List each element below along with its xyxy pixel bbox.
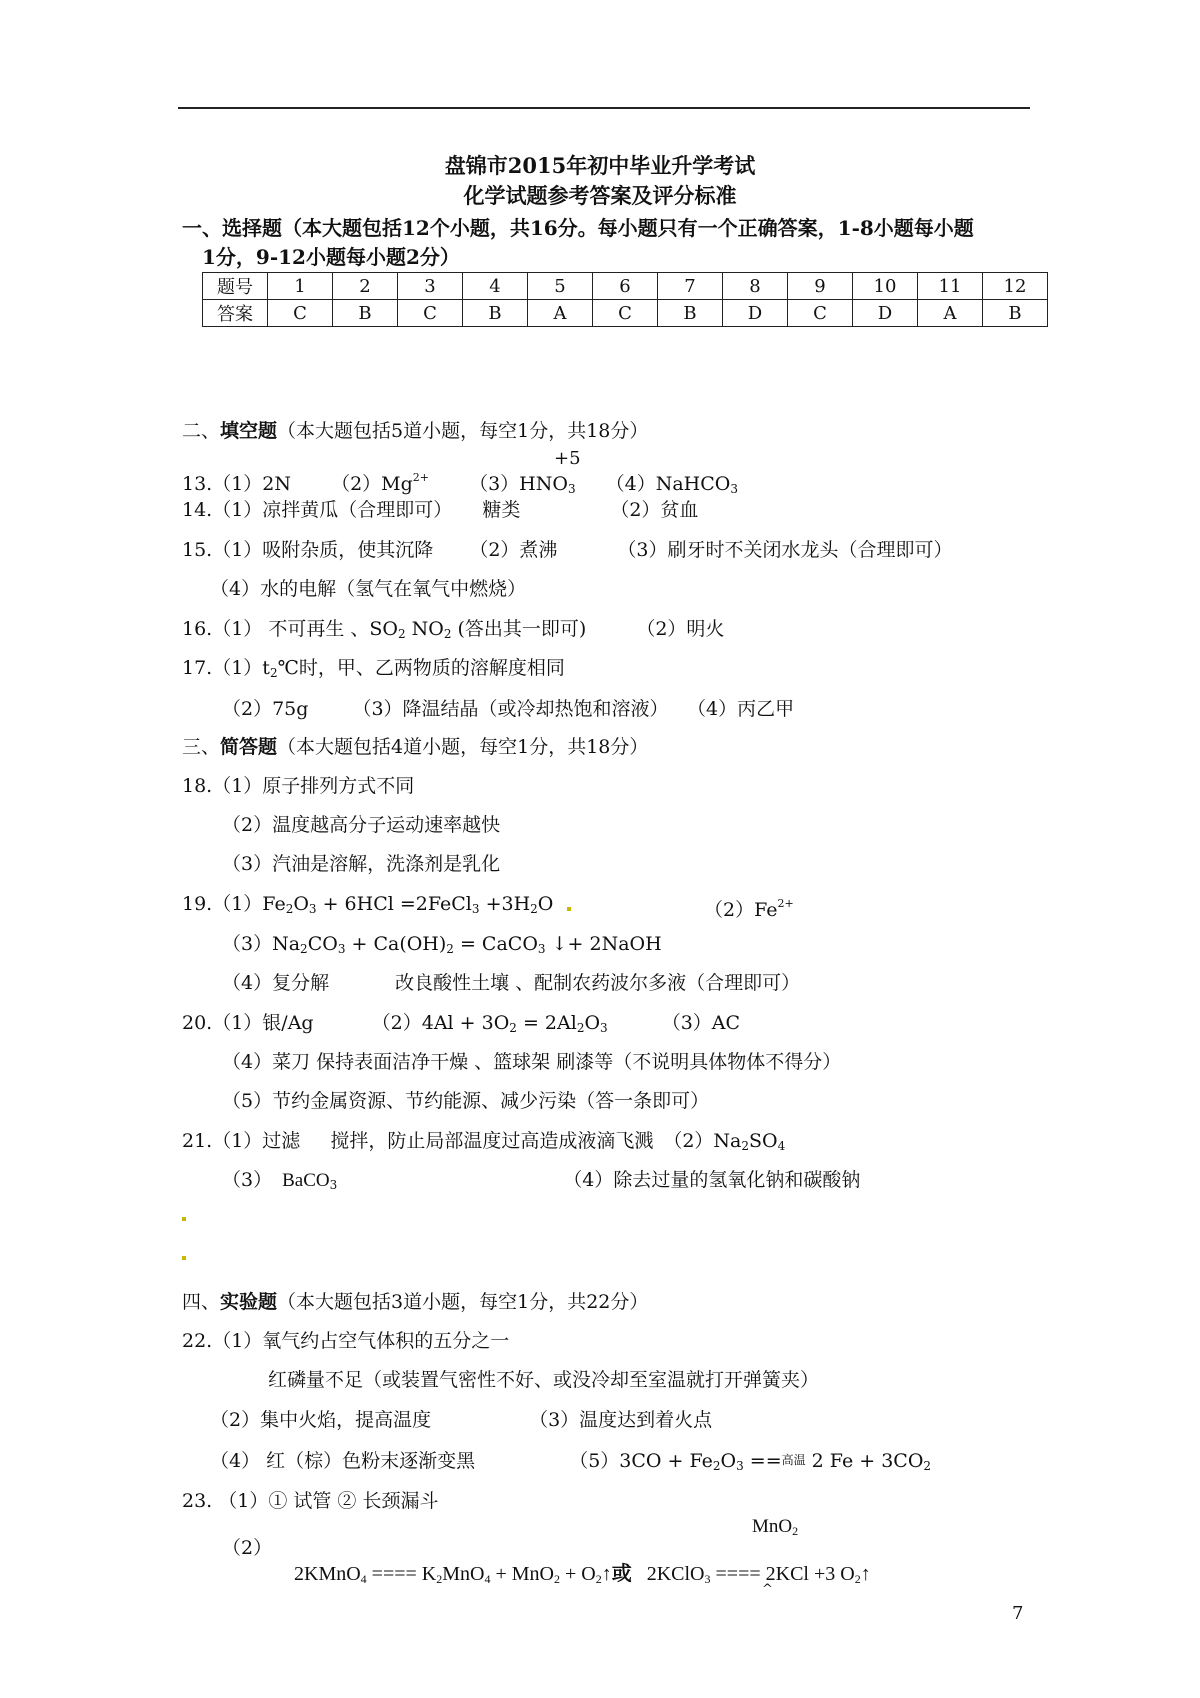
q21-part1: 21.（1）过滤 搅拌，防止局部温度过高造成液滴飞溅 $(2)Na_2SO_4$ [182, 1130, 786, 1153]
q22-part1-cont: 红磷量不足（或装置气密性不好、或没冷却至室温就打开弹簧夹） [268, 1369, 820, 1391]
table-cell: 5 [528, 273, 593, 300]
q18-part1: 18.（1）原子排列方式不同 [182, 775, 415, 797]
top-rule [178, 107, 1030, 109]
q15: 15.（1）吸附杂质，使其沉降 （2）煮沸 （3）刷牙时不关闭水龙头（合理即可） [182, 539, 953, 561]
section2-heading: 二、填空题（本大题包括5道小题，每空1分，共18分） [182, 420, 649, 442]
table-cell: B [333, 300, 398, 327]
table-cell: 4 [463, 273, 528, 300]
table-cell: B [658, 300, 723, 327]
q22-part1: 22.（1）氧气约占空气体积的五分之一 [182, 1330, 510, 1352]
table-row [203, 300, 1048, 327]
table-cell: C [593, 300, 658, 327]
page-number: 7 [1012, 1603, 1024, 1624]
q15-part4: （4）水的电解（氢气在氧气中燃烧） [210, 578, 527, 600]
exam-subtitle: 化学试题参考答案及评分标准 [463, 183, 737, 208]
q16: 16.（1） 不可再生 、$SO_2$ $NO_2$ (答出其一即可) （2）明火 [182, 618, 725, 641]
table-cell: 1 [268, 273, 333, 300]
table-cell: 12 [983, 273, 1048, 300]
table-cell: C [788, 300, 853, 327]
q19-part3: $(3)Na_2CO_3 + Ca(OH)_2$ = CaCO$_3$ ↓+ 2NaOH [222, 933, 662, 956]
table-cell: 11 [918, 273, 983, 300]
table-cell: 答案 [203, 300, 268, 327]
table-cell: B [463, 300, 528, 327]
section1-heading: 一、选择题（本大题包括12个小题，共16分。每小题只有一个正确答案，1-8小题每小题 [182, 216, 974, 240]
table-cell: 2 [333, 273, 398, 300]
q20-part1: 20.（1）银/Ag $(2)4Al + 3O_2 = 2Al_2O_3$ （3）AC [182, 1012, 741, 1035]
q19-part2: $(2)Fe^{2+}$ [704, 897, 794, 921]
table-cell: 6 [593, 273, 658, 300]
table-cell: B [983, 300, 1048, 327]
q22-part4: （4） 红（棕）色粉末逐渐变黑 $(5)3CO + Fe_2O_3$ ==高温 2 $Fe + 3CO_2$ [210, 1450, 932, 1473]
table-cell: 9 [788, 273, 853, 300]
stray-mark [182, 1256, 186, 1260]
exam-title: 盘锦市2015年初中毕业升学考试 [444, 153, 756, 178]
q19-part1: $19.(1)Fe_2O_3 + 6HCl$ =2FeCl$_3$ $+3H_2O$ [182, 893, 554, 916]
q20-part5: （5）节约金属资源、节约能源、减少污染（答一条即可） [222, 1090, 710, 1112]
table-cell: 10 [853, 273, 918, 300]
q22-part2: （2）集中火焰，提高温度 （3）温度达到着火点 [210, 1409, 713, 1431]
q21-part3: （3） BaCO$_3$ （4）除去过量的氢氧化钠和碳酸钠 [222, 1169, 861, 1192]
table-cell: 题号 [203, 273, 268, 300]
q18-part3: （3）汽油是溶解，洗涤剂是乳化 [222, 853, 501, 875]
stray-mark [182, 1217, 186, 1221]
table-cell: C [268, 300, 333, 327]
q20-part4: （4）菜刀 保持表面洁净干燥 、篮球架 刷漆等（不说明具体物体不得分） [222, 1051, 842, 1073]
table-cell: 3 [398, 273, 463, 300]
table-cell: A [528, 300, 593, 327]
q23-part2-label: （2） [222, 1537, 273, 1559]
q17-cont: （2）75g （3）降温结晶（或冷却热饱和溶液） （4）丙乙甲 [222, 698, 795, 720]
table-row [203, 273, 1048, 300]
table-cell: 7 [658, 273, 723, 300]
catalyst-label: MnO$_2$ [752, 1516, 799, 1538]
q23-equation: 2KMnO$_4$ ==== $K_2MnO_4 + MnO_2$ + $O_2↑$或 2KClO$_3$ ==== 2KCl +3 $O_2↑$ [294, 1563, 871, 1586]
stray-mark [567, 907, 571, 911]
table-cell: D [853, 300, 918, 327]
q14: 14.（1）凉拌黄瓜（合理即可） 糖类 （2）贫血 [182, 499, 699, 521]
table-cell: 8 [723, 273, 788, 300]
section3-heading: 三、简答题（本大题包括4道小题，每空1分，共18分） [182, 736, 649, 758]
q13: 13.（1）2N $(2)Mg^{2+}$ $(3)HNO_3$ （4）NaHCO$_3$ [182, 471, 738, 496]
q23-part1: 23. （1）① 试管 ② 长颈漏斗 [182, 1490, 439, 1512]
table-cell: C [398, 300, 463, 327]
q18-part2: （2）温度越高分子运动速率越快 [222, 814, 501, 836]
answer-table [202, 272, 1048, 327]
section4-heading: 四、实验题（本大题包括3道小题，每空1分，共22分） [182, 1291, 649, 1313]
q19-part4: （4）复分解 改良酸性土壤 、配制农药波尔多液（合理即可） [222, 972, 801, 994]
table-cell: A [918, 300, 983, 327]
table-cell: D [723, 300, 788, 327]
q17: $17.(1)t_2℃$时，甲、乙两物质的溶解度相同 [182, 657, 565, 680]
oxidation-state: +5 [554, 448, 581, 469]
section1-heading-cont: 1分，9-12小题每小题2分） [202, 245, 460, 269]
heat-symbol: ^ [762, 1582, 773, 1597]
